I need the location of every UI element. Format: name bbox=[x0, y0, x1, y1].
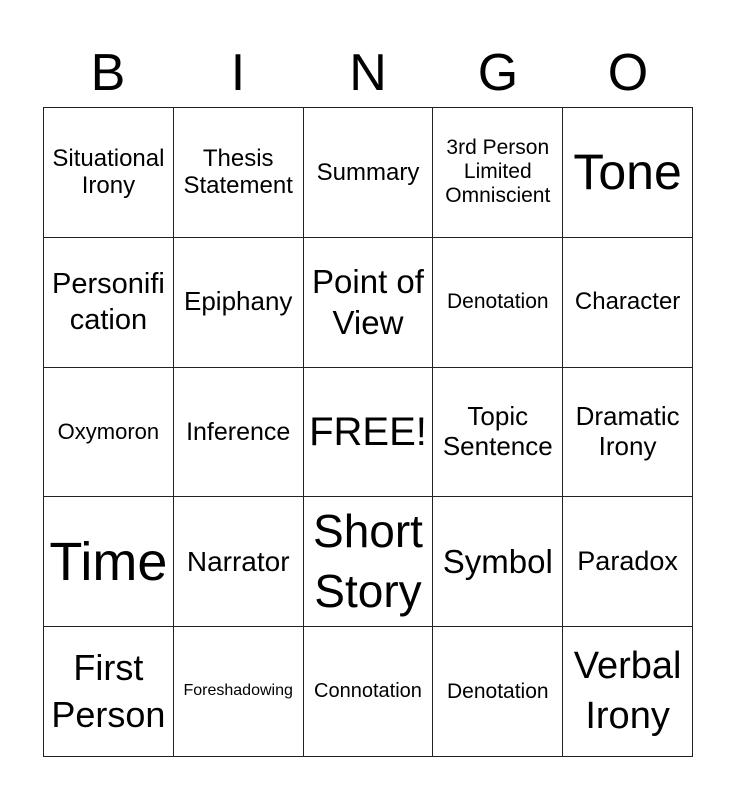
bingo-cell-r3c2[interactable]: Inference bbox=[174, 368, 304, 498]
bingo-cell-r4c1[interactable]: Time bbox=[44, 497, 174, 627]
bingo-cell-r4c4[interactable]: Symbol bbox=[433, 497, 563, 627]
bingo-header bbox=[43, 40, 693, 106]
bingo-cell-r1c4[interactable]: 3rd Person Limited Omniscient bbox=[433, 108, 563, 238]
bingo-cell-r4c2[interactable]: Narrator bbox=[174, 497, 304, 627]
bingo-cell-r3c1[interactable]: Oxymoron bbox=[44, 368, 174, 498]
bingo-cell-r5c2[interactable]: Foreshadowing bbox=[174, 627, 304, 757]
bingo-cell-r3c5[interactable]: Dramatic Irony bbox=[563, 368, 693, 498]
bingo-cell-r4c5[interactable]: Paradox bbox=[563, 497, 693, 627]
bingo-board bbox=[43, 107, 693, 757]
bingo-cell-r1c1[interactable]: Situational Irony bbox=[44, 108, 174, 238]
bingo-cell-r1c3[interactable]: Summary bbox=[304, 108, 434, 238]
header-letter-n: N bbox=[349, 44, 387, 102]
bingo-cell-r5c5[interactable]: Verbal Irony bbox=[563, 627, 693, 757]
bingo-cell-r2c2[interactable]: Epiphany bbox=[174, 238, 304, 368]
bingo-cell-r5c4[interactable]: Denotation bbox=[433, 627, 563, 757]
header-letter-b: B bbox=[90, 44, 126, 102]
bingo-cell-r1c5[interactable]: Tone bbox=[563, 108, 693, 238]
header-letter-o: O bbox=[607, 44, 649, 102]
bingo-cell-r2c1[interactable]: Personification bbox=[44, 238, 174, 368]
header-letter-i: I bbox=[230, 44, 246, 102]
header-letter-g: G bbox=[477, 44, 519, 102]
bingo-cell-r2c4[interactable]: Denotation bbox=[433, 238, 563, 368]
bingo-cell-r5c3[interactable]: Connotation bbox=[304, 627, 434, 757]
bingo-cell-r5c1[interactable]: First Person bbox=[44, 627, 174, 757]
bingo-cell-r1c2[interactable]: Thesis Statement bbox=[174, 108, 304, 238]
bingo-cell-r2c3[interactable]: Point of View bbox=[304, 238, 434, 368]
bingo-cell-r3c3[interactable]: FREE! bbox=[304, 368, 434, 498]
bingo-cell-r2c5[interactable]: Character bbox=[563, 238, 693, 368]
bingo-cell-r4c3[interactable]: Short Story bbox=[304, 497, 434, 627]
bingo-cell-r3c4[interactable]: Topic Sentence bbox=[433, 368, 563, 498]
